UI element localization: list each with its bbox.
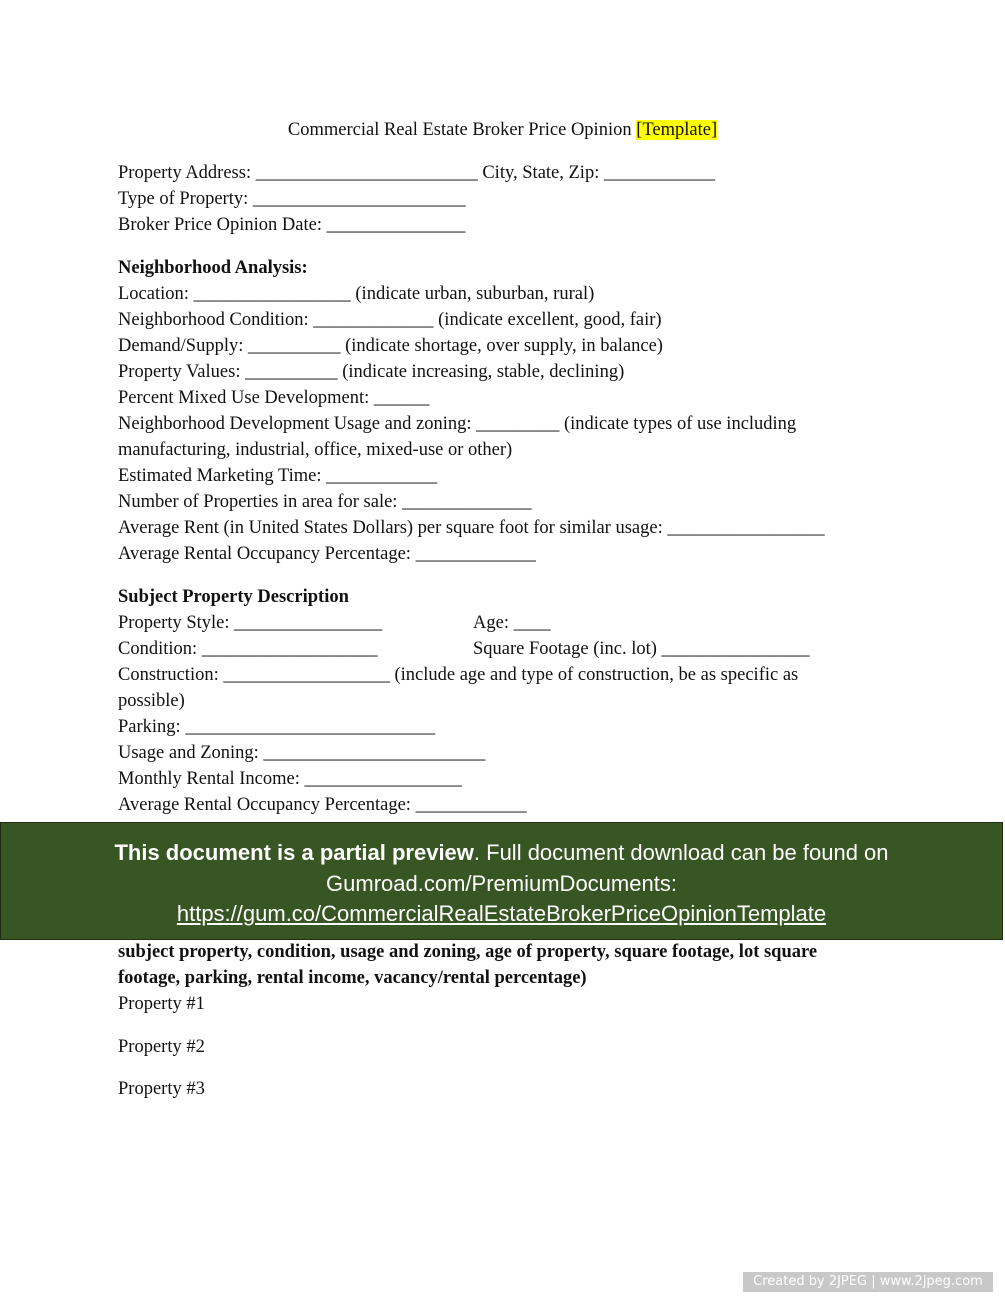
neighborhood-line: Location: _________________ (indicate urban, suburban, rural) bbox=[118, 284, 595, 304]
type-of-property-field: Type of Property: _______________________ bbox=[118, 189, 466, 209]
property-address-line bbox=[118, 160, 715, 186]
banner-text-2: Gumroad.com/PremiumDocuments: bbox=[326, 870, 677, 896]
square-footage-field: Square Footage (inc. lot) ________________ bbox=[473, 639, 810, 659]
neighborhood-line: Percent Mixed Use Development: ______ bbox=[118, 388, 430, 408]
preview-banner bbox=[0, 822, 1003, 940]
subject-heading: Subject Property Description bbox=[118, 587, 349, 607]
neighborhood-line: manufacturing, industrial, office, mixed-use or other) bbox=[118, 440, 513, 460]
comparables-heading-line: subject property, condition, usage and zoning, age of property, square footage, lot square bbox=[118, 942, 818, 962]
condition-field: Condition: ___________________ bbox=[118, 639, 378, 659]
subject-line: Usage and Zoning: ________________________ bbox=[118, 743, 486, 763]
neighborhood-line: Neighborhood Development Usage and zoning: _________ (indicate types of use including bbox=[118, 414, 797, 434]
subject-line: Parking: ___________________________ bbox=[118, 717, 436, 737]
comparable-property-3: Property #3 bbox=[118, 1079, 205, 1099]
comparable-property-2: Property #2 bbox=[118, 1037, 205, 1057]
neighborhood-line: Average Rental Occupancy Percentage: _____________ bbox=[118, 544, 536, 564]
comparable-property-1: Property #1 bbox=[118, 994, 205, 1014]
banner-text: . Full document download can be found on bbox=[473, 840, 889, 865]
property-style-field: Property Style: ________________ bbox=[118, 613, 383, 633]
download-link[interactable]: https://gum.co/CommercialRealEstateBrokerPriceOpinionTemplate bbox=[176, 901, 827, 926]
title-template-tag: [Template] bbox=[636, 120, 718, 140]
title-text: Commercial Real Estate Broker Price Opinion bbox=[287, 120, 632, 140]
neighborhood-line: Average Rent (in United States Dollars) per square foot for similar usage: _________________ bbox=[118, 518, 825, 538]
subject-line: possible) bbox=[118, 691, 185, 711]
neighborhood-line: Estimated Marketing Time: ____________ bbox=[118, 466, 438, 486]
neighborhood-line: Number of Properties in area for sale: ______________ bbox=[118, 492, 532, 512]
city-state-zip-field: City, State, Zip: ____________ bbox=[482, 163, 715, 183]
neighborhood-line: Neighborhood Condition: _____________ (indicate excellent, good, fair) bbox=[118, 310, 662, 330]
document-title bbox=[0, 118, 1005, 142]
neighborhood-line: Demand/Supply: __________ (indicate shortage, over supply, in balance) bbox=[118, 336, 663, 356]
banner-bold-text: This document is a partial preview bbox=[114, 840, 474, 865]
neighborhood-line: Property Values: __________ (indicate increasing, stable, declining) bbox=[118, 362, 625, 382]
subject-line: Average Rental Occupancy Percentage: ____________ bbox=[118, 795, 527, 815]
property-address-field: Property Address: ________________________ bbox=[118, 163, 478, 183]
subject-line: Construction: __________________ (include age and type of construction, be as specific as bbox=[118, 665, 799, 685]
bpo-date-field: Broker Price Opinion Date: _______________ bbox=[118, 215, 466, 235]
watermark: Created by 2JPEG | www.2jpeg.com bbox=[743, 1272, 993, 1292]
comparables-heading-line: footage, parking, rental income, vacancy/rental percentage) bbox=[118, 968, 587, 988]
subject-line: Monthly Rental Income: _________________ bbox=[118, 769, 462, 789]
age-field: Age: ____ bbox=[473, 613, 551, 633]
neighborhood-heading: Neighborhood Analysis: bbox=[118, 258, 308, 278]
